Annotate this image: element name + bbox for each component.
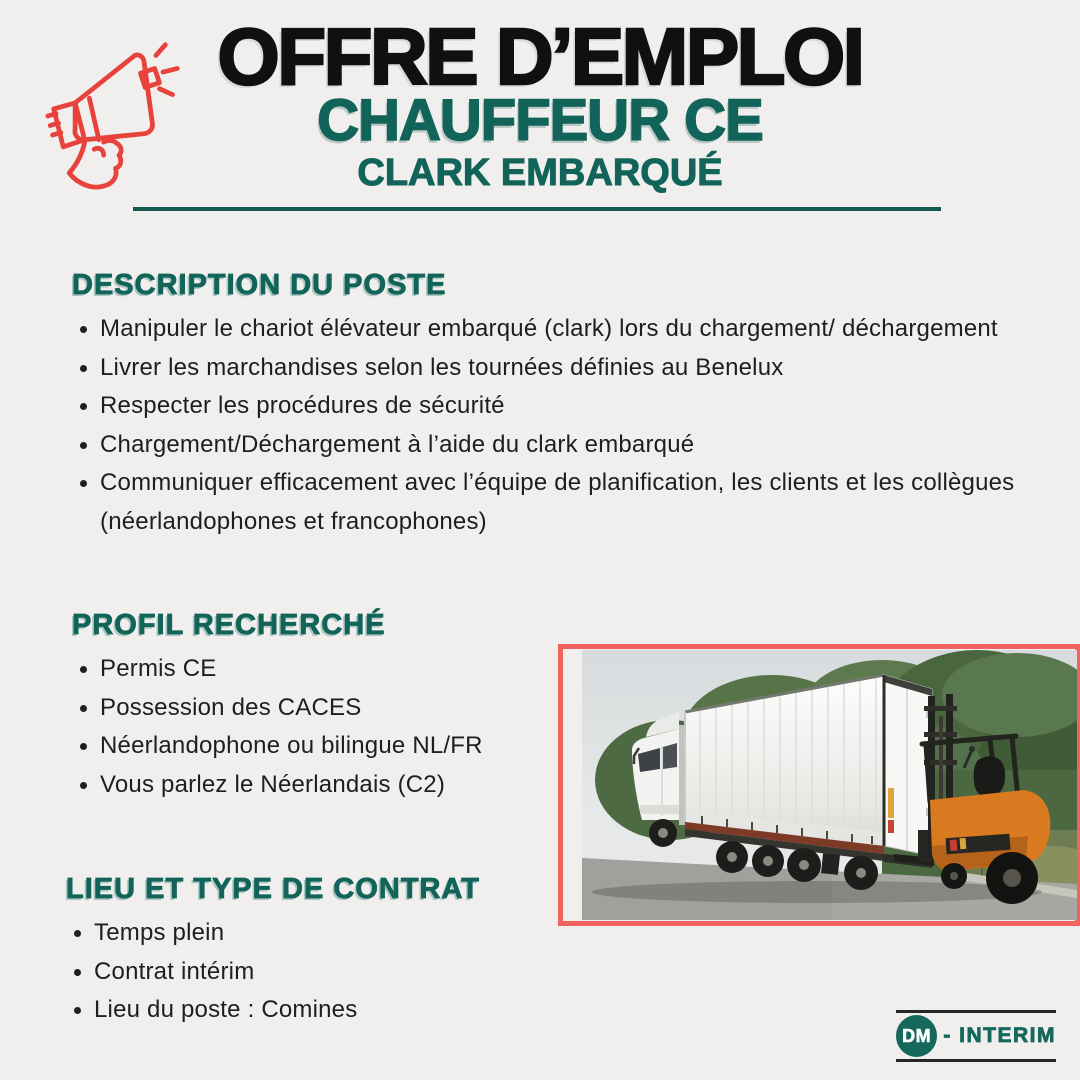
logo-wordmark: - INTERIM	[943, 1024, 1056, 1047]
bullet-item: Communiquer efficacement avec l’équipe de planification, les clients et les collègues (néerlandophones et francophones)	[100, 464, 1040, 541]
section-description	[72, 268, 1040, 541]
section-heading: PROFIL RECHERCHÉ	[72, 609, 386, 641]
bullet-item: Lieu du poste : Comines	[94, 991, 606, 1030]
bullet-item: Manipuler le chariot élévateur embarqué (clark) lors du chargement/ déchargement	[100, 310, 1040, 349]
bullet-list	[72, 310, 1040, 541]
header-divider	[133, 207, 941, 211]
truck-with-mounted-forklift-photo	[582, 650, 1077, 920]
section-lieu	[66, 872, 606, 1030]
vehicle-shadow	[592, 881, 1042, 903]
bullet-item: Temps plein	[94, 914, 606, 953]
bullet-item: Respecter les procédures de sécurité	[100, 387, 1040, 426]
header	[0, 12, 1080, 194]
bullet-item: Chargement/Déchargement à l’aide du clark embarqué	[100, 426, 1040, 465]
section-heading: DESCRIPTION DU POSTE	[72, 269, 447, 301]
poster-job-variant: CLARK EMBARQUÉ	[357, 152, 723, 194]
dm-interim-logo	[896, 1010, 1056, 1062]
bullet-item: Vous parlez le Néerlandais (C2)	[100, 766, 612, 805]
bullet-item: Permis CE	[100, 650, 612, 689]
section-profil	[72, 608, 612, 804]
bullet-item: Contrat intérim	[94, 953, 606, 992]
section-heading: LIEU ET TYPE DE CONTRAT	[66, 873, 480, 905]
poster-subtitle: CHAUFFEUR CE	[317, 88, 763, 153]
bullet-item: Possession des CACES	[100, 689, 612, 728]
poster-title: OFFRE D’EMPLOI	[217, 12, 863, 101]
bullet-item: Livrer les marchandises selon les tournées définies au Benelux	[100, 349, 1040, 388]
bullet-list	[72, 650, 612, 804]
bullet-item: Néerlandophone ou bilingue NL/FR	[100, 727, 612, 766]
bullet-list	[66, 914, 606, 1030]
logo-monogram: DM	[896, 1015, 937, 1057]
